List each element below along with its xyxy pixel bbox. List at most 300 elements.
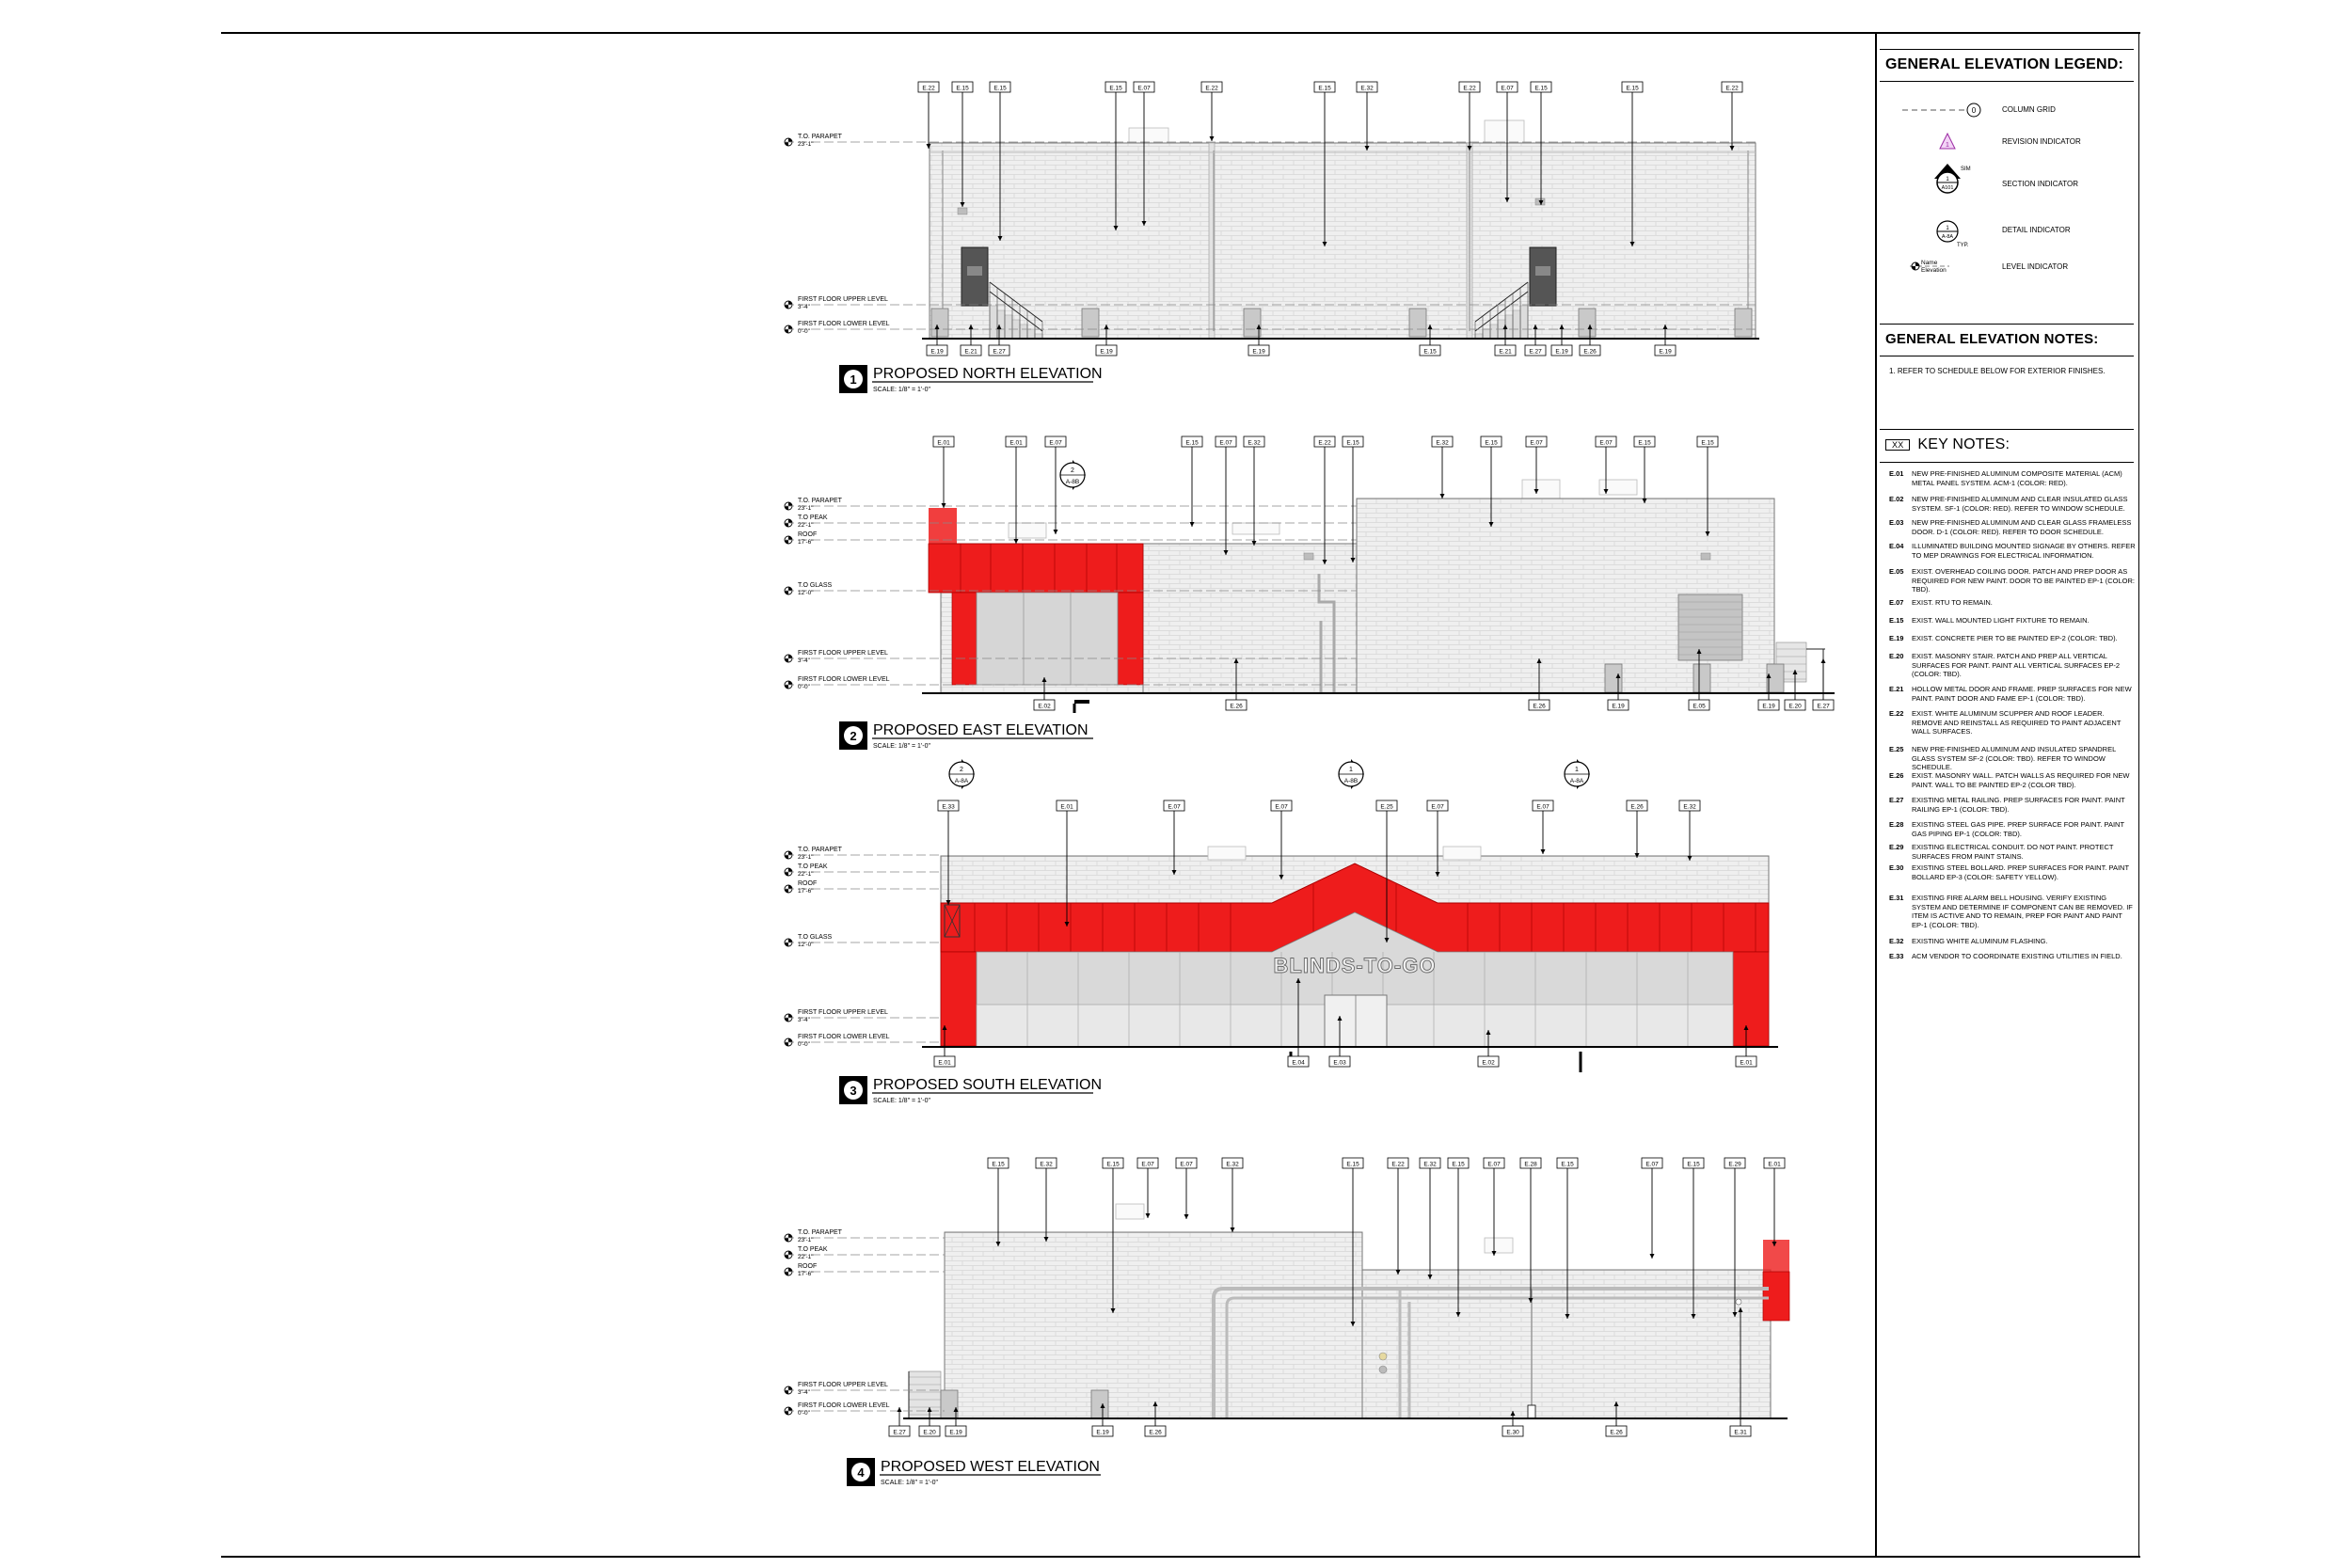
east-top-tag: E.01 <box>937 439 950 447</box>
south-bottom-tag: E.03 <box>1333 1059 1346 1067</box>
general-note-1: 1. REFER TO SCHEDULE BELOW FOR EXTERIOR FINISHES. <box>1889 367 2106 375</box>
leader-arrowhead <box>1190 522 1195 527</box>
legend-section-sub: A101 <box>1941 185 1954 191</box>
section-indicator-icon <box>1893 162 1987 198</box>
south-bottom-tag: E.02 <box>1482 1059 1495 1067</box>
concrete-pier <box>1693 664 1710 692</box>
east-bottom-tag: E.26 <box>1533 703 1546 710</box>
keynote-code: E.05 <box>1889 567 1904 576</box>
south-top-tag: E.07 <box>1168 803 1181 811</box>
level-name: ROOF <box>798 531 818 538</box>
keynote-text: ILLUMINATED BUILDING MOUNTED SIGNAGE BY OTHERS. REFER TO MEP DRAWINGS FOR ELECTRICAL INFORMATION. <box>1912 542 2136 560</box>
east-top-tag: E.07 <box>1219 439 1232 447</box>
level-name: T.O PEAK <box>798 1246 828 1253</box>
east-bottom-tag: E.19 <box>1762 703 1775 710</box>
south-top-tag: E.32 <box>1683 803 1696 811</box>
west-top-tag: E.22 <box>1391 1161 1405 1168</box>
south-bottom-tag: E.01 <box>938 1059 951 1067</box>
north-top-tag: E.22 <box>922 85 935 92</box>
building-signage: BLINDS-TO-GO <box>1273 954 1437 977</box>
keynote-item <box>1889 820 2136 838</box>
north-top-tag: E.15 <box>956 85 969 92</box>
keynote-item <box>1889 469 2136 487</box>
west-bottom-tag: E.26 <box>1149 1429 1162 1436</box>
keynote-text: EXIST. RTU TO REMAIN. <box>1912 598 1993 607</box>
leader-arrowhead <box>1054 530 1058 534</box>
east-bottom-tag: E.26 <box>1230 703 1243 710</box>
keynote-code: E.19 <box>1889 634 1904 642</box>
masonry-stair-step <box>1483 329 1490 339</box>
level-value: 0'-0" <box>798 328 810 335</box>
keynote-text: EXIST. CONCRETE PIER TO BE PAINTED EP-2 (COLOR: TBD). <box>1912 634 2118 642</box>
acm-panel-corner <box>1763 1272 1789 1321</box>
acm-panel-pier-left <box>941 952 977 1046</box>
west-top-tag: E.15 <box>992 1161 1005 1168</box>
north-top-tag: E.15 <box>993 85 1007 92</box>
east-middle-wall <box>1143 544 1357 693</box>
west-top-tag: E.28 <box>1524 1161 1537 1168</box>
west-bottom-tag: E.19 <box>949 1429 962 1436</box>
keynote-code: E.20 <box>1889 652 1904 660</box>
north-top-tag: E.22 <box>1463 85 1476 92</box>
masonry-stair-step <box>1520 306 1528 339</box>
north-bottom-tag: E.19 <box>930 348 944 356</box>
keynote-text: EXIST. MASONRY STAIR. PATCH AND PREP ALL VERTICAL SURFACES FOR PAINT. PAINT ALL VERTICAL SURFACES EP-2 (COLOR: TBD). <box>1912 652 2121 679</box>
east-top-tag: E.15 <box>1185 439 1199 447</box>
north-bottom-tag: E.27 <box>1529 348 1542 356</box>
west-top-tag: E.07 <box>1645 1161 1659 1168</box>
level-name: ROOF <box>798 1263 818 1270</box>
keynotes-bottom-rule <box>1880 462 2134 463</box>
keynote-item <box>1889 843 2136 861</box>
keynote-text: EXIST. WALL MOUNTED LIGHT FIXTURE TO REMAIN. <box>1912 616 2090 625</box>
section-callout-tag: 1 <box>1349 767 1353 773</box>
legend-detail-tag: 1 <box>1946 226 1949 231</box>
masonry-stair-step <box>990 306 997 339</box>
east-bottom-tag: E.27 <box>1817 703 1830 710</box>
keynote-code: E.03 <box>1889 518 1904 527</box>
east-top-tag: E.32 <box>1248 439 1261 447</box>
south-top-tag: E.33 <box>942 803 955 811</box>
view-title: PROPOSED SOUTH ELEVATION <box>873 1077 1103 1093</box>
view-title: PROPOSED EAST ELEVATION <box>873 722 1089 738</box>
fire-alarm-bell <box>1736 1299 1741 1305</box>
north-top-tag: E.32 <box>1360 85 1374 92</box>
legend-section-note: SIM <box>1961 166 1971 172</box>
section-callout-tag: 1 <box>1575 767 1579 773</box>
leader-arrowhead <box>1440 494 1445 499</box>
level-value: 3'-4" <box>798 657 810 664</box>
legend-section-tag: 1 <box>1946 177 1949 182</box>
rooftop-unit <box>1208 847 1246 860</box>
level-value: 17'-6" <box>798 539 814 546</box>
masonry-stair-step <box>1027 329 1035 339</box>
keynote-item <box>1889 542 2136 560</box>
view-number: 3 <box>850 1084 857 1098</box>
keynote-text: EXISTING STEEL GAS PIPE. PREP SURFACE FOR PAINT. PAINT GAS PIPING EP-1 (COLOR: TBD). <box>1912 820 2124 838</box>
level-name: T.O PEAK <box>798 863 828 870</box>
acm-panel-pier-right <box>1118 593 1143 685</box>
steel-bollard <box>1528 1405 1535 1418</box>
keynote-code: E.02 <box>1889 495 1904 503</box>
level-value: 17'-6" <box>798 1271 814 1277</box>
north-bottom-tag: E.19 <box>1555 348 1568 356</box>
masonry-stair <box>909 1371 941 1418</box>
west-top-tag: E.32 <box>1423 1161 1437 1168</box>
leader-arrowhead <box>942 503 946 508</box>
notes-top-rule <box>1880 324 2134 325</box>
section-callout-sheet: A-8A <box>954 778 969 784</box>
east-top-tag: E.15 <box>1346 439 1359 447</box>
north-top-tag: E.22 <box>1205 85 1218 92</box>
keynote-code: E.01 <box>1889 469 1904 478</box>
keynote-tag-box: XX <box>1885 439 1910 451</box>
keynote-item <box>1889 652 2136 679</box>
wall-light-fixture <box>1701 553 1710 560</box>
north-top-tag: E.15 <box>1109 85 1122 92</box>
west-bottom-tag: E.30 <box>1506 1429 1519 1436</box>
acm-panel-parapet <box>1763 1240 1789 1272</box>
level-indicator-icon <box>1893 254 1987 278</box>
north-top-tag: E.15 <box>1626 85 1639 92</box>
leader-arrowhead <box>1492 1251 1497 1256</box>
legend-top-rule <box>1880 49 2134 50</box>
keynote-code: E.21 <box>1889 685 1904 693</box>
keynote-code: E.07 <box>1889 598 1904 607</box>
sidebar-panel <box>1878 34 2139 1554</box>
keynote-text: EXIST. WHITE ALUMINUM SCUPPER AND ROOF LEADER. REMOVE AND REINSTALL AS REQUIRED TO PAINT ADJACENT WALL SURFACES. <box>1912 709 2122 736</box>
legend-detail-sub: A-8A <box>1941 234 1954 240</box>
keynote-code: E.29 <box>1889 843 1904 851</box>
level-name: T.O GLASS <box>798 934 833 941</box>
keynote-item <box>1889 495 2136 513</box>
level-value: 3'-4" <box>798 1389 810 1396</box>
west-top-tag: E.15 <box>1106 1161 1120 1168</box>
level-name: FIRST FLOOR UPPER LEVEL <box>798 1382 888 1388</box>
concrete-pier <box>1735 309 1752 337</box>
leader-arrowhead <box>1146 1213 1151 1218</box>
rooftop-unit <box>1599 480 1637 495</box>
north-bottom-tag: E.21 <box>964 348 977 356</box>
gas-meter <box>1379 1366 1387 1373</box>
leader-arrowhead <box>1184 1214 1189 1219</box>
north-top-tag: E.22 <box>1725 85 1739 92</box>
concrete-pier <box>931 309 948 337</box>
keynote-text: EXISTING STEEL BOLLARD. PREP SURFACES FOR PAINT. PAINT BOLLARD EP-3 (COLOR: SAFETY YELLOW). <box>1912 863 2129 881</box>
keynote-text: EXISTING FIRE ALARM BELL HOUSING. VERIFY EXISTING SYSTEM AND DETERMINE IF COMPONENT CAN BE REMOVED. IF ITEM IS ACTIVE AND TO REMAIN, PREP FOR PAINT AND PAINT EP-1 (COLOR: TBD). <box>1912 894 2133 929</box>
west-top-tag: E.32 <box>1040 1161 1053 1168</box>
keynote-item <box>1889 863 2136 881</box>
section-callout-sheet: A-8B <box>1343 778 1359 784</box>
keynote-text: NEW PRE-FINISHED ALUMINUM AND INSULATED SPANDREL GLASS SYSTEM SF-2 (COLOR: TBD). REFER TO WINDOW SCHEDULE. <box>1912 745 2116 772</box>
concrete-pier <box>1244 309 1261 337</box>
keynote-item <box>1889 796 2136 814</box>
north-top-tag: E.15 <box>1534 85 1548 92</box>
section-callout-sheet: A-8A <box>1569 778 1584 784</box>
east-bottom-tag: E.05 <box>1692 703 1706 710</box>
keynote-text: NEW PRE-FINISHED ALUMINUM COMPOSITE MATERIAL (ACM) METAL PANEL SYSTEM. ACM-1 (COLOR: RED). <box>1912 469 2122 487</box>
masonry-stair-step <box>1513 310 1520 339</box>
column-grid-icon <box>1893 98 1987 122</box>
level-name: T.O. PARAPET <box>798 498 842 504</box>
concrete-pier <box>941 1390 958 1418</box>
level-value: 23'-1" <box>798 1237 814 1243</box>
north-bottom-tag: E.19 <box>1100 348 1113 356</box>
keynote-text: ACM VENDOR TO COORDINATE EXISTING UTILITIES IN FIELD. <box>1912 952 2122 960</box>
keynote-code: E.32 <box>1889 937 1904 945</box>
north-bottom-tag: E.26 <box>1583 348 1597 356</box>
level-value: 3'-4" <box>798 1017 810 1023</box>
legend-level-tag: Name <box>1921 260 1938 266</box>
storefront-glazing <box>977 593 1118 685</box>
rooftop-unit <box>1009 523 1046 538</box>
west-bottom-tag: E.19 <box>1096 1429 1109 1436</box>
view-scale: SCALE: 1/8" = 1'-0" <box>873 1098 930 1104</box>
level-name: T.O. PARAPET <box>798 1229 842 1236</box>
section-callout-sheet: A-8B <box>1065 479 1080 485</box>
rooftop-unit <box>1232 523 1279 534</box>
east-top-tag: E.32 <box>1436 439 1449 447</box>
level-value: 23'-1" <box>798 505 814 512</box>
detail-indicator-icon <box>1893 214 1987 250</box>
keynote-text: NEW PRE-FINISHED ALUMINUM AND CLEAR INSULATED GLASS SYSTEM. SF-1 (COLOR: RED). REFER TO WINDOW SCHEDULE. <box>1912 495 2128 513</box>
north-top-tag: E.07 <box>1501 85 1514 92</box>
leader-arrowhead <box>1231 1227 1235 1232</box>
south-top-tag: E.25 <box>1380 803 1393 811</box>
overhead-coiling-door <box>1678 594 1742 660</box>
concrete-pier <box>1409 309 1426 337</box>
keynote-item <box>1889 518 2136 536</box>
level-value: 22'-1" <box>798 1254 814 1260</box>
level-value: 12'-0" <box>798 590 814 596</box>
legend-grid-tag: 0 <box>1971 106 1977 115</box>
legend-label-revision: REVISION INDICATOR <box>2002 137 2081 146</box>
keynote-code: E.22 <box>1889 709 1904 718</box>
legend-bottom-rule <box>1880 81 2134 82</box>
legend-revision-tag: 1 <box>1946 142 1949 149</box>
west-top-tag: E.15 <box>1346 1161 1359 1168</box>
keynote-item <box>1889 685 2136 703</box>
west-top-tag: E.07 <box>1487 1161 1501 1168</box>
keynote-code: E.33 <box>1889 952 1904 960</box>
level-value: 0'-0" <box>798 1410 810 1417</box>
west-top-tag: E.29 <box>1728 1161 1741 1168</box>
keynote-item <box>1889 598 2136 608</box>
level-value: 12'-0" <box>798 942 814 948</box>
level-value: 22'-1" <box>798 522 814 529</box>
east-top-tag: E.07 <box>1530 439 1543 447</box>
view-title: PROPOSED NORTH ELEVATION <box>873 366 1103 382</box>
legend-level-sub: Elevation <box>1921 267 1947 274</box>
level-name: ROOF <box>798 880 818 887</box>
west-bottom-tag: E.20 <box>923 1429 936 1436</box>
keynote-code: E.31 <box>1889 894 1904 902</box>
masonry-stair-step <box>1005 315 1012 339</box>
gas-meter <box>1379 1353 1387 1360</box>
east-bottom-tag: E.20 <box>1788 703 1802 710</box>
level-value: 0'-0" <box>798 684 810 690</box>
level-value: 3'-4" <box>798 304 810 310</box>
acm-panel-pier-left <box>952 593 977 685</box>
keynote-code: E.28 <box>1889 820 1904 829</box>
west-top-tag: E.15 <box>1452 1161 1465 1168</box>
north-bottom-tag: E.19 <box>1252 348 1265 356</box>
south-top-tag: E.07 <box>1431 803 1444 811</box>
east-bottom-tag: E.19 <box>1612 703 1625 710</box>
level-value: 17'-6" <box>798 888 814 895</box>
acm-panel-pier-right <box>1733 952 1769 1046</box>
east-top-tag: E.15 <box>1701 439 1714 447</box>
south-bottom-tag: E.01 <box>1740 1059 1753 1067</box>
west-top-tag: E.32 <box>1226 1161 1239 1168</box>
leader-arrowhead <box>1014 539 1019 544</box>
legend-label-detail: DETAIL INDICATOR <box>2002 226 2071 234</box>
keynote-text: EXIST. MASONRY WALL. PATCH WALLS AS REQUIRED FOR NEW PAINT. WALL TO BE PAINTED EP-2 (COLOR TBD). <box>1912 771 2130 789</box>
keynote-item <box>1889 567 2136 594</box>
east-top-tag: E.15 <box>1485 439 1498 447</box>
keynote-text: EXISTING WHITE ALUMINUM FLASHING. <box>1912 937 2048 945</box>
keynote-code: E.26 <box>1889 771 1904 780</box>
level-name: FIRST FLOOR LOWER LEVEL <box>798 321 890 327</box>
west-bottom-tag: E.26 <box>1610 1429 1623 1436</box>
east-top-tag: E.07 <box>1599 439 1613 447</box>
keynote-code: E.15 <box>1889 616 1904 625</box>
view-scale: SCALE: 1/8" = 1'-0" <box>873 743 930 750</box>
legend-label-level: LEVEL INDICATOR <box>2002 262 2069 271</box>
concrete-pier <box>1091 1390 1108 1418</box>
keynote-text: EXISTING METAL RAILING. PREP SURFACES FOR PAINT. PAINT RAILING EP-1 (COLOR: TBD). <box>1912 796 2125 814</box>
west-high-wall <box>945 1232 1362 1418</box>
leader-arrowhead <box>1821 658 1826 663</box>
rooftop-unit <box>1116 1204 1144 1219</box>
keynote-text: EXISTING ELECTRICAL CONDUIT. DO NOT PAINT. PROTECT SURFACES FROM PAINT STAINS. <box>1912 843 2114 861</box>
keynote-item <box>1889 937 2136 946</box>
rooftop-unit <box>1485 1238 1513 1253</box>
west-top-tag: E.07 <box>1180 1161 1193 1168</box>
south-top-tag: E.26 <box>1630 803 1644 811</box>
concrete-pier <box>1082 309 1099 337</box>
leader-arrowhead <box>898 1407 902 1412</box>
keynote-code: E.27 <box>1889 796 1904 804</box>
east-bottom-tag: E.02 <box>1038 703 1051 710</box>
masonry-stair-step <box>1020 325 1027 339</box>
keynotes-title-row <box>1885 436 2010 453</box>
keynote-item <box>1889 616 2136 626</box>
south-bottom-tag: E.04 <box>1292 1059 1305 1067</box>
leader-arrowhead <box>1650 1254 1655 1259</box>
legend-title: GENERAL ELEVATION LEGEND: <box>1885 56 2124 72</box>
hollow-metal-door <box>1530 247 1556 306</box>
north-wall <box>930 143 1756 339</box>
east-top-tag: E.01 <box>1009 439 1023 447</box>
level-name: FIRST FLOOR LOWER LEVEL <box>798 1402 890 1409</box>
north-top-tag: E.07 <box>1137 85 1151 92</box>
west-top-tag: E.07 <box>1141 1161 1154 1168</box>
level-value: 23'-1" <box>798 141 814 148</box>
west-low-wall <box>1362 1270 1771 1418</box>
keynote-text: NEW PRE-FINISHED ALUMINUM AND CLEAR GLASS FRAMELESS DOOR. D-1 (COLOR: RED). REFER TO DOOR SCHEDULE. <box>1912 518 2132 536</box>
level-name: T.O. PARAPET <box>798 847 842 853</box>
level-name: T.O GLASS <box>798 582 833 589</box>
wall-light-fixture <box>1304 553 1313 560</box>
keynote-code: E.25 <box>1889 745 1904 753</box>
north-bottom-tag: E.19 <box>1659 348 1672 356</box>
section-callout-tag: 2 <box>960 767 963 773</box>
legend-label-column-grid: COLUMN GRID <box>2002 105 2056 114</box>
level-name: FIRST FLOOR UPPER LEVEL <box>798 650 888 657</box>
level-value: 23'-1" <box>798 854 814 861</box>
legend-detail-note: TYP. <box>1957 243 1969 248</box>
east-top-tag: E.22 <box>1318 439 1331 447</box>
keynote-text: EXIST. OVERHEAD COILING DOOR. PATCH AND PREP DOOR AS REQUIRED FOR NEW PAINT. DOOR TO BE PAINTED EP-1 (COLOR: TBD). <box>1912 567 2135 594</box>
leader-arrowhead <box>1541 849 1546 854</box>
view-title: PROPOSED WEST ELEVATION <box>881 1459 1100 1475</box>
south-top-tag: E.07 <box>1536 803 1549 811</box>
masonry-stair-step <box>1490 325 1498 339</box>
keynote-item <box>1889 952 2136 961</box>
legend-label-section: SECTION INDICATOR <box>2002 180 2079 188</box>
rooftop-unit <box>1522 480 1560 499</box>
view-number: 4 <box>857 1465 865 1480</box>
level-value: 22'-1" <box>798 871 814 878</box>
leader-arrowhead <box>1210 136 1215 141</box>
view-scale: SCALE: 1/8" = 1'-0" <box>881 1480 938 1486</box>
hollow-metal-door <box>961 247 988 306</box>
east-top-tag: E.07 <box>1049 439 1062 447</box>
level-name: FIRST FLOOR LOWER LEVEL <box>798 1034 890 1040</box>
west-top-tag: E.01 <box>1768 1161 1781 1168</box>
masonry-stair-step <box>997 310 1005 339</box>
north-top-tag: E.15 <box>1318 85 1331 92</box>
south-top-tag: E.01 <box>1060 803 1073 811</box>
keynote-item <box>1889 709 2136 736</box>
bollard-base <box>1074 700 1089 704</box>
south-top-tag: E.07 <box>1275 803 1288 811</box>
view-scale: SCALE: 1/8" = 1'-0" <box>873 387 930 393</box>
section-callout-tag: 2 <box>1071 467 1074 474</box>
keynote-text: HOLLOW METAL DOOR AND FRAME. PREP SURFACES FOR NEW PAINT. PAINT DOOR AND FAME EP-1 (COLOR: TBD). <box>1912 685 2132 703</box>
north-bottom-tag: E.27 <box>993 348 1006 356</box>
east-top-tag: E.15 <box>1638 439 1651 447</box>
west-bottom-tag: E.31 <box>1734 1429 1747 1436</box>
keynote-item <box>1889 771 2136 789</box>
keynote-item <box>1889 894 2136 929</box>
door-vision-panel <box>1535 266 1550 276</box>
view-number: 1 <box>850 372 857 387</box>
west-top-tag: E.15 <box>1561 1161 1574 1168</box>
west-bottom-tag: E.27 <box>893 1429 906 1436</box>
level-name: FIRST FLOOR UPPER LEVEL <box>798 296 888 303</box>
north-bottom-tag: E.21 <box>1499 348 1512 356</box>
concrete-pier <box>1579 309 1596 337</box>
keynote-code: E.04 <box>1889 542 1904 550</box>
wall-light-fixture <box>958 208 967 214</box>
notes-title: GENERAL ELEVATION NOTES: <box>1885 331 2099 347</box>
north-bottom-tag: E.15 <box>1423 348 1437 356</box>
west-top-tag: E.15 <box>1687 1161 1700 1168</box>
keynotes-top-rule <box>1880 429 2134 430</box>
level-name: FIRST FLOOR UPPER LEVEL <box>798 1009 888 1016</box>
level-name: T.O PEAK <box>798 515 828 521</box>
level-value: 0'-0" <box>798 1041 810 1048</box>
view-number: 2 <box>850 729 857 743</box>
level-name: T.O. PARAPET <box>798 134 842 140</box>
revision-indicator-icon <box>1893 130 1987 154</box>
keynote-item <box>1889 634 2136 643</box>
keynotes-title: KEY NOTES: <box>1917 436 2010 452</box>
keynote-code: E.30 <box>1889 863 1904 872</box>
door-vision-panel <box>967 266 982 276</box>
